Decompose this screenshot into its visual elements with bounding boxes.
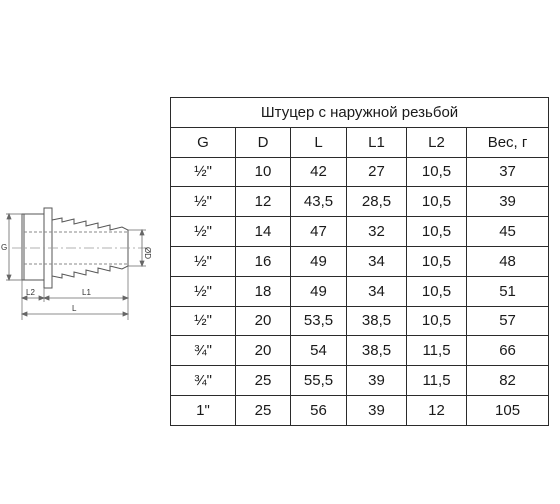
cell-l2: 12 xyxy=(407,395,467,425)
cell-d: 16 xyxy=(236,246,291,276)
cell-l: 43,5 xyxy=(291,187,347,217)
dim-label-l2: L2 xyxy=(26,288,35,297)
table-row xyxy=(171,217,549,247)
dim-label-l: L xyxy=(72,304,77,313)
cell-weight: 37 xyxy=(467,157,549,187)
cell-l2: 10,5 xyxy=(407,246,467,276)
cell-l1: 34 xyxy=(347,246,407,276)
dim-label-l1: L1 xyxy=(82,288,91,297)
cell-g: 1" xyxy=(171,395,236,425)
cell-d: 18 xyxy=(236,276,291,306)
cell-l: 53,5 xyxy=(291,306,347,336)
cell-d: 14 xyxy=(236,217,291,247)
cell-l1: 39 xyxy=(347,366,407,396)
table-row xyxy=(171,395,549,425)
cell-d: 12 xyxy=(236,187,291,217)
cell-weight: 39 xyxy=(467,187,549,217)
cell-l: 47 xyxy=(291,217,347,247)
cell-l2: 10,5 xyxy=(407,217,467,247)
cell-weight: 105 xyxy=(467,395,549,425)
cell-g: ¾" xyxy=(171,336,236,366)
cell-l: 49 xyxy=(291,246,347,276)
cell-l2: 11,5 xyxy=(407,366,467,396)
cell-g: ½" xyxy=(171,157,236,187)
cell-d: 25 xyxy=(236,366,291,396)
cell-l2: 10,5 xyxy=(407,157,467,187)
cell-l: 49 xyxy=(291,276,347,306)
table-title-row xyxy=(171,98,549,128)
cell-g: ½" xyxy=(171,306,236,336)
cell-weight: 66 xyxy=(467,336,549,366)
table-row xyxy=(171,187,549,217)
cell-l1: 27 xyxy=(347,157,407,187)
cell-l1: 38,5 xyxy=(347,306,407,336)
table-row xyxy=(171,276,549,306)
table-row xyxy=(171,336,549,366)
header-g: G xyxy=(171,127,236,157)
cell-l1: 34 xyxy=(347,276,407,306)
cell-l1: 39 xyxy=(347,395,407,425)
dim-label-g: G xyxy=(1,243,8,252)
cell-l2: 11,5 xyxy=(407,336,467,366)
cell-weight: 57 xyxy=(467,306,549,336)
table-row xyxy=(171,246,549,276)
cell-l: 55,5 xyxy=(291,366,347,396)
dim-label-d: ØD xyxy=(143,247,152,259)
cell-d: 10 xyxy=(236,157,291,187)
header-weight: Вес, г xyxy=(467,127,549,157)
header-l2: L2 xyxy=(407,127,467,157)
cell-g: ½" xyxy=(171,246,236,276)
cell-l2: 10,5 xyxy=(407,276,467,306)
cell-weight: 48 xyxy=(467,246,549,276)
cell-l: 56 xyxy=(291,395,347,425)
cell-l2: 10,5 xyxy=(407,187,467,217)
header-l: L xyxy=(291,127,347,157)
table-row xyxy=(171,366,549,396)
spec-table xyxy=(170,97,549,426)
cell-l1: 32 xyxy=(347,217,407,247)
cell-l1: 38,5 xyxy=(347,336,407,366)
cell-g: ¾" xyxy=(171,366,236,396)
cell-weight: 45 xyxy=(467,217,549,247)
cell-l2: 10,5 xyxy=(407,306,467,336)
table-row xyxy=(171,306,549,336)
cell-d: 20 xyxy=(236,336,291,366)
cell-g: ½" xyxy=(171,187,236,217)
cell-l: 42 xyxy=(291,157,347,187)
cell-d: 20 xyxy=(236,306,291,336)
table-row xyxy=(171,157,549,187)
cell-g: ½" xyxy=(171,217,236,247)
header-l1: L1 xyxy=(347,127,407,157)
cell-weight: 82 xyxy=(467,366,549,396)
fitting-drawing xyxy=(0,0,160,504)
cell-g: ½" xyxy=(171,276,236,306)
cell-l: 54 xyxy=(291,336,347,366)
cell-weight: 51 xyxy=(467,276,549,306)
table-title: Штуцер с наружной резьбой xyxy=(171,98,549,128)
header-d: D xyxy=(236,127,291,157)
cell-l1: 28,5 xyxy=(347,187,407,217)
table-header-row xyxy=(171,127,549,157)
cell-d: 25 xyxy=(236,395,291,425)
